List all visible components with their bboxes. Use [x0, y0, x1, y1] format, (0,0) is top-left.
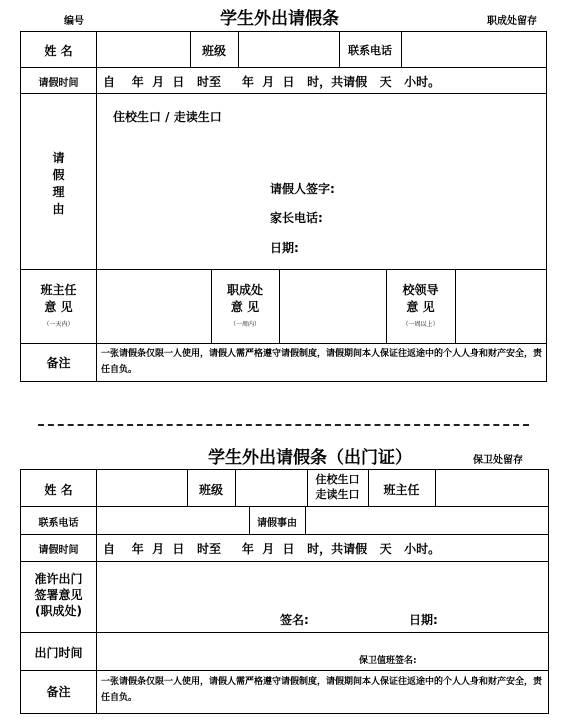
remark-text: 一张请假条仅限一人使用，请假人需严格遵守请假制度，请假期间本人保证往返途中的个人人身和财产安全，责任自负。: [101, 677, 543, 703]
reason-field[interactable]: [306, 507, 547, 533]
date-label: 日期:: [409, 613, 438, 627]
name-label: 姓 名: [44, 44, 73, 58]
time-range-line[interactable]: 自 年 月 日 时至 年 月 日 时，共请假 天 小时。: [103, 542, 441, 556]
class-field[interactable]: [236, 471, 306, 505]
office-opinion-field[interactable]: [280, 270, 385, 342]
slip1-form: [20, 31, 547, 382]
school-leader-scope: （一周以上）: [402, 321, 439, 328]
sign-label: 签名:: [280, 613, 309, 627]
slip2-form: [20, 469, 549, 714]
student-type-option[interactable]: 住校生口 / 走读生口: [113, 110, 222, 124]
approval-label: 准许出门 签署意见 (职成处): [34, 572, 83, 618]
head-teacher-field[interactable]: [436, 471, 547, 505]
slip2-title: 学生外出请假条（出门证）: [208, 448, 412, 468]
phone-label: 联系电话: [38, 518, 79, 529]
exit-time-label: 出门时间: [34, 646, 83, 660]
remark-text: 一张请假条仅限一人使用，请假人需严格遵守请假制度，请假期间本人保证往返途中的个人人身和财产安全，责任自负。: [101, 349, 543, 375]
office-opinion-label: 职成处 意 见: [226, 283, 263, 314]
applicant-signature-label: 请假人签字:: [270, 182, 335, 196]
parent-phone-label: 家长电话:: [270, 211, 323, 225]
slip1-retain-note: 职成处留存: [487, 16, 537, 27]
phone-field[interactable]: [402, 33, 545, 66]
boarding-option[interactable]: 住校生口 走读生口: [315, 473, 360, 501]
exit-time-field[interactable]: [97, 633, 347, 669]
office-scope: （一周内）: [229, 321, 260, 328]
reason-label: 请 假 理 由: [52, 151, 65, 216]
class-label: 班级: [198, 483, 223, 497]
guard-signature-label: 保卫值班签名:: [359, 656, 417, 666]
cut-line: [38, 424, 529, 426]
slip2-retain-note: 保卫处留存: [473, 455, 523, 466]
slip1-title: 学生外出请假条: [220, 9, 339, 29]
head-teacher-opinion-label: 班主任 意 见: [40, 283, 77, 314]
remark-label: 备注: [46, 356, 71, 370]
time-label: 请假时间: [38, 78, 79, 89]
name-field[interactable]: [97, 471, 186, 505]
class-field[interactable]: [239, 33, 338, 66]
date-label: 日期:: [270, 241, 299, 255]
school-leader-opinion-label: 校领导 意 见: [402, 283, 439, 314]
phone-label: 联系电话: [348, 44, 392, 57]
name-field[interactable]: [97, 33, 189, 66]
time-range-line[interactable]: 自 年 月 日 时至 年 月 日 时，共请假 天 小时。: [103, 75, 441, 89]
school-leader-opinion-field[interactable]: [456, 270, 545, 342]
class-label: 班级: [201, 44, 226, 58]
remark-label: 备注: [46, 685, 71, 699]
number-label: 编号: [64, 16, 84, 27]
reason-label: 请假事由: [257, 518, 297, 529]
time-label: 请假时间: [38, 545, 79, 556]
head-teacher-opinion-field[interactable]: [97, 270, 210, 342]
name-label: 姓 名: [44, 483, 73, 497]
phone-field[interactable]: [97, 507, 248, 533]
head-teacher-label: 班主任: [383, 483, 420, 497]
head-teacher-scope: （一天内）: [43, 321, 74, 328]
